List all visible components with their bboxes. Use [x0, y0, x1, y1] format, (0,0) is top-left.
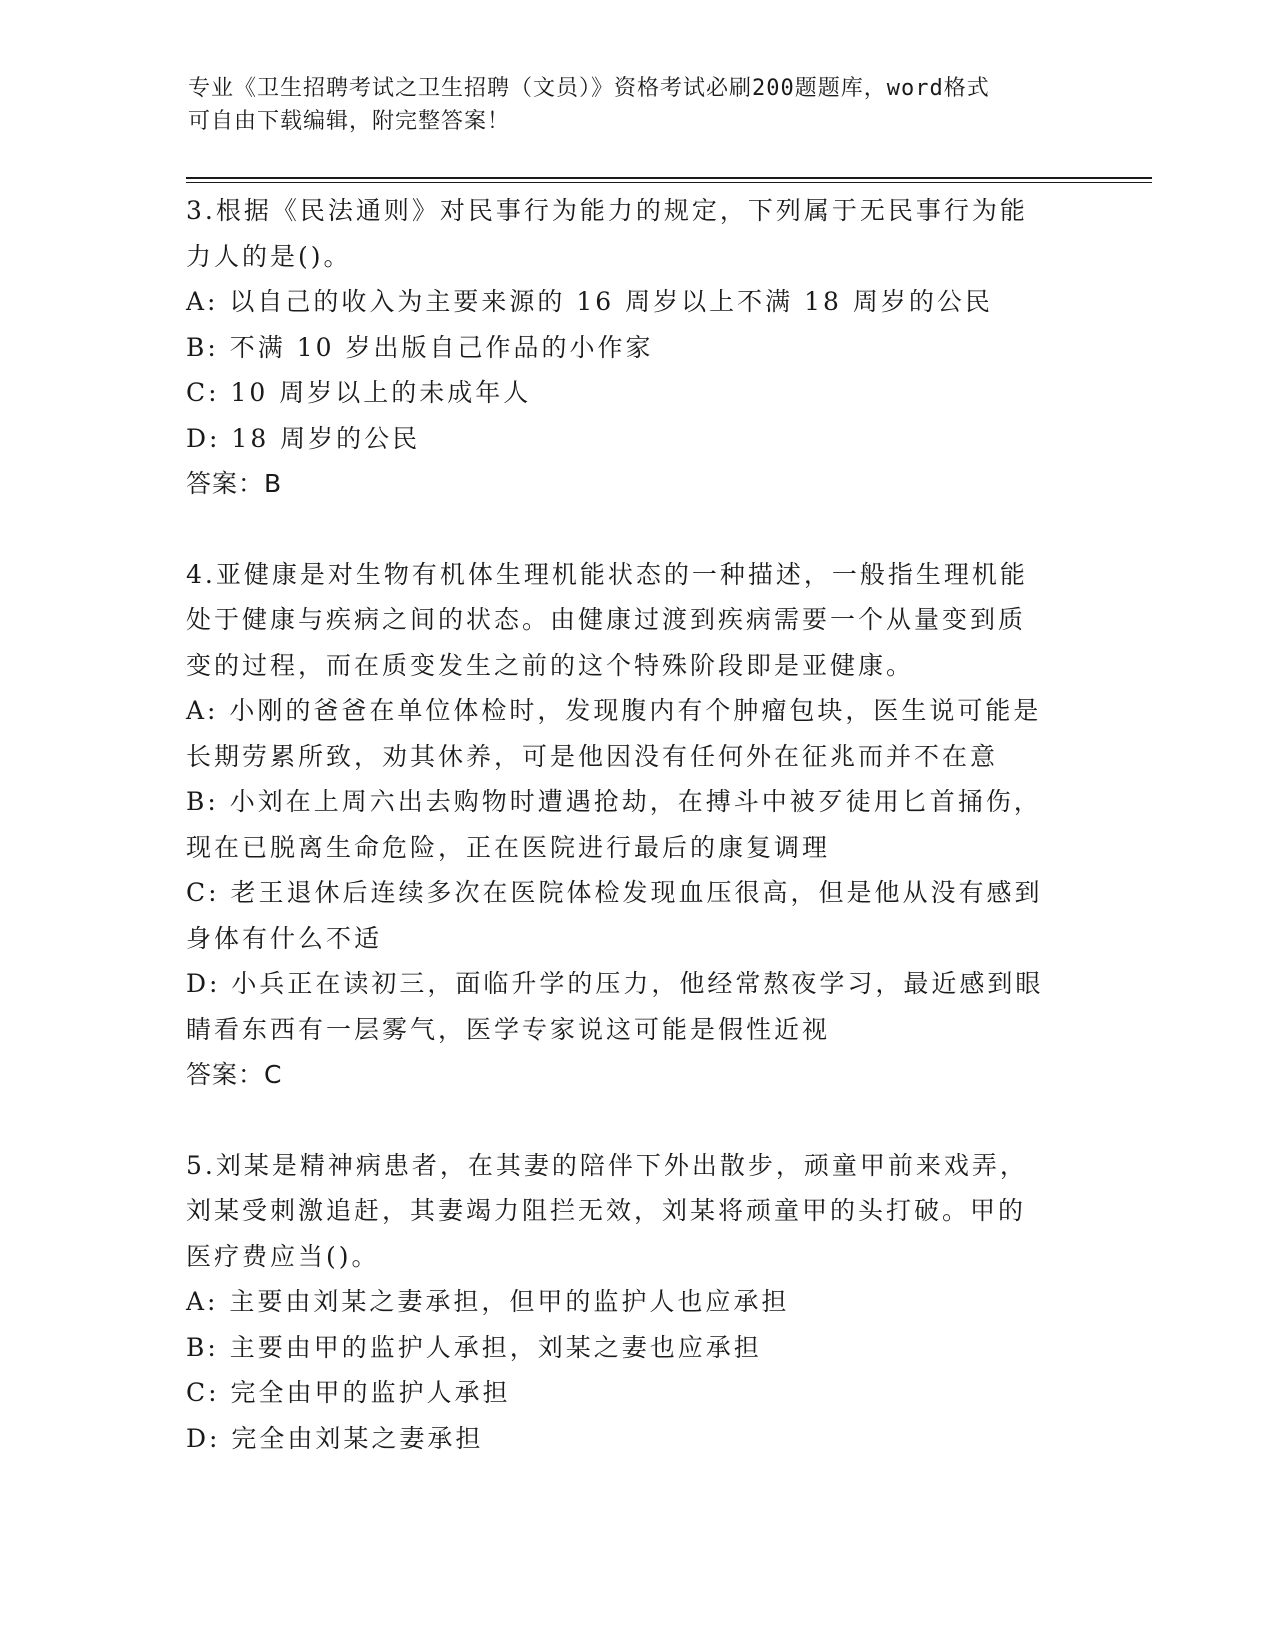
header-title-line-1: 专业《卫生招聘考试之卫生招聘（文员）》资格考试必刷200题题库，word格式	[188, 76, 990, 101]
option-c: C: 完全由甲的监护人承担	[186, 1378, 511, 1407]
question-stem-line: 力人的是()。	[186, 241, 352, 271]
option-d: D: 小兵正在读初三，面临升学的压力，他经常熬夜学习，最近感到眼	[186, 969, 1044, 998]
question-5	[186, 1143, 1086, 1462]
header-title-line-2: 可自由下载编辑，附完整答案！	[188, 109, 511, 134]
option-d-continued: 睛看东西有一层雾气，医学专家说这可能是假性近视	[186, 1014, 831, 1044]
option-b: B: 主要由甲的监护人承担，刘某之妻也应承担	[186, 1332, 762, 1362]
question-stem-line: 处于健康与疾病之间的状态。由健康过渡到疾病需要一个从量变到质	[186, 605, 1027, 634]
question-stem-line: 4.亚健康是对生物有机体生理机能状态的一种描述，一般指生理机能	[186, 559, 1028, 589]
option-a: A: 以自己的收入为主要来源的 16 周岁以上不满 18 周岁的公民	[186, 287, 993, 316]
answer-label: 答案：C	[186, 1060, 283, 1089]
answer-label: 答案：B	[186, 469, 283, 498]
option-a: A: 小刚的爸爸在单位体检时，发现腹内有个肿瘤包块，医生说可能是	[186, 696, 1042, 725]
question-stem-line: 5.刘某是精神病患者，在其妻的陪伴下外出散步，顽童甲前来戏弄，	[186, 1150, 1028, 1180]
question-list	[186, 188, 1086, 1506]
option-c: C: 老王退休后连续多次在医院体检发现血压很高，但是他从没有感到	[186, 878, 1043, 907]
question-stem-line: 3.根据《民法通则》对民事行为能力的规定，下列属于无民事行为能	[186, 196, 1028, 225]
option-a-continued: 长期劳累所致，劝其休养，可是他因没有任何外在征兆而并不在意	[186, 741, 999, 771]
option-d: D: 18 周岁的公民	[186, 423, 421, 453]
header-divider	[186, 177, 1152, 183]
question-stem-line: 医疗费应当()。	[186, 1241, 380, 1271]
option-c-continued: 身体有什么不适	[186, 923, 383, 953]
document-header	[188, 72, 1068, 138]
question-4	[186, 552, 1086, 1098]
option-a: A: 主要由刘某之妻承担，但甲的监护人也应承担	[186, 1287, 790, 1316]
option-d: D: 完全由刘某之妻承担	[186, 1423, 484, 1453]
option-c: C: 10 周岁以上的未成年人	[186, 378, 532, 407]
option-b: B: 不满 10 岁出版自己作品的小作家	[186, 332, 654, 362]
option-b-continued: 现在已脱离生命危险，正在医院进行最后的康复调理	[186, 832, 831, 862]
question-stem-line: 变的过程，而在质变发生之前的这个特殊阶段即是亚健康。	[186, 650, 915, 680]
option-b: B: 小刘在上周六出去购物时遭遇抢劫，在搏斗中被歹徒用匕首捅伤，	[186, 787, 1042, 816]
question-3	[186, 188, 1086, 507]
question-stem-line: 刘某受刺激追赶，其妻竭力阻拦无效，刘某将顽童甲的头打破。甲的	[186, 1196, 1027, 1225]
